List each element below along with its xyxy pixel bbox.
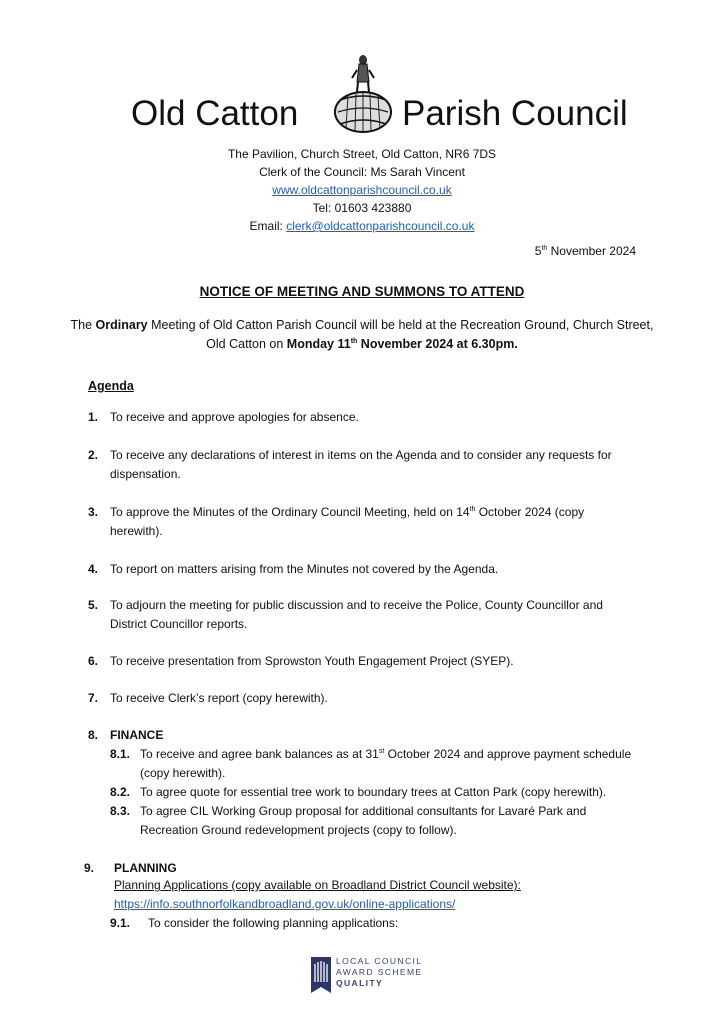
award-line-1: LOCAL COUNCIL (336, 956, 423, 966)
email-line (0, 217, 724, 235)
agenda-item-number: 4. (88, 562, 99, 576)
planning-item-number: 9.1. (110, 916, 131, 930)
date-rest: November 2024 (547, 244, 636, 258)
date-suffix: th (541, 245, 548, 252)
agenda-item-number: 3. (88, 505, 99, 519)
website-link[interactable]: www.oldcattonparishcouncil.co.uk (272, 183, 452, 197)
agenda-item-text: To report on matters arising from the Minutes not covered by the Agenda. (110, 562, 499, 576)
finance-heading: FINANCE (110, 728, 164, 742)
agenda-item-text: To receive any declarations of interest in items on the Agenda and to consider any requests for dispensation. (110, 448, 612, 481)
planning-applications-label: Planning Applications (copy available on Broadland District Council website): (114, 878, 521, 892)
intro-day: Monday 11 (286, 337, 351, 351)
agenda-item-text: To receive and approve apologies for absence. (110, 410, 359, 424)
intro-meeting-type: Ordinary (95, 318, 148, 332)
item3-post: October 2024 (copy herewith). (110, 505, 585, 538)
award-badge-icon (310, 956, 332, 994)
clerk-line: Clerk of the Council: Ms Sarah Vincent (259, 165, 465, 179)
agenda-item-number: 9. (84, 861, 95, 875)
intro-mid: Meeting of Old Catton Parish Council will be held at the Recreation Ground, Church Street, Old Catton on (147, 318, 654, 351)
finance1-pre: To receive and agree bank balances as at 31 (140, 747, 379, 761)
council-name-left: Old Catton (131, 94, 299, 133)
notice-title: NOTICE OF MEETING AND SUMMONS TO ATTEND (199, 284, 525, 299)
address-line: The Pavilion, Church Street, Old Catton, NR6 7DS (227, 147, 497, 161)
email-link[interactable]: clerk@oldcattonparishcouncil.co.uk (286, 219, 475, 233)
intro-pre: The (70, 318, 96, 332)
finance1-post: October 2024 and approve payment schedule (copy herewith). (140, 747, 632, 780)
agenda-item-text (110, 503, 610, 541)
planning-heading: PLANNING (114, 861, 177, 875)
agenda-item-text: To receive presentation from Sprowston Youth Engagement Project (SYEP). (110, 654, 514, 668)
planning-item-text: To consider the following planning applications: (148, 916, 399, 930)
agenda-item-number: 5. (88, 598, 99, 612)
council-name-right: Parish Council (402, 94, 628, 133)
agenda-item-number: 2. (88, 448, 99, 462)
finance-item-number: 8.3. (110, 804, 131, 818)
item3-pre: To approve the Minutes of the Ordinary Council Meeting, held on 14 (110, 505, 470, 519)
award-scheme-logo (310, 954, 450, 996)
agenda-item-number: 7. (88, 691, 99, 705)
website-line (0, 181, 724, 199)
finance-item-text: To agree CIL Working Group proposal for additional consultants for Lavaré Park and Recreation Ground redevelopment projects (copy to follow). (140, 804, 587, 837)
finance-item-number: 8.2. (110, 785, 131, 799)
date-day: 5 (534, 244, 542, 258)
agenda-item-number: 6. (88, 654, 99, 668)
agenda-item-text: To receive Clerk’s report (copy herewith). (110, 691, 328, 705)
meeting-intro (60, 316, 664, 354)
intro-meeting-date (287, 337, 518, 351)
agenda-item-text: To adjourn the meeting for public discussion and to receive the Police, County Councillor and District Councillor reports. (110, 598, 603, 631)
agenda-item-number: 1. (88, 410, 99, 424)
tel-line: Tel: 01603 423880 (312, 201, 412, 215)
finance-item-text: To agree quote for essential tree work to boundary trees at Catton Park (copy herewith). (140, 785, 607, 799)
planning-link-line (114, 895, 455, 914)
award-line-3: QUALITY (336, 978, 384, 988)
finance-item-text (140, 745, 640, 783)
item3-sup: th (469, 506, 476, 513)
finance-item-number: 8.1. (110, 747, 131, 761)
intro-day-suffix: th (350, 337, 358, 345)
agenda-heading: Agenda (88, 379, 134, 393)
barrel-logo-icon (330, 52, 396, 136)
award-line-2: AWARD SCHEME (336, 967, 423, 977)
finance1-sup: st (378, 748, 385, 755)
email-label: Email: (249, 219, 287, 233)
agenda-item-number: 8. (88, 728, 99, 742)
intro-time: November 2024 at 6.30pm. (357, 337, 518, 351)
planning-portal-link[interactable]: https://info.southnorfolkandbroadland.gov.uk/online-applications/ (114, 897, 456, 911)
notice-date (535, 244, 636, 258)
